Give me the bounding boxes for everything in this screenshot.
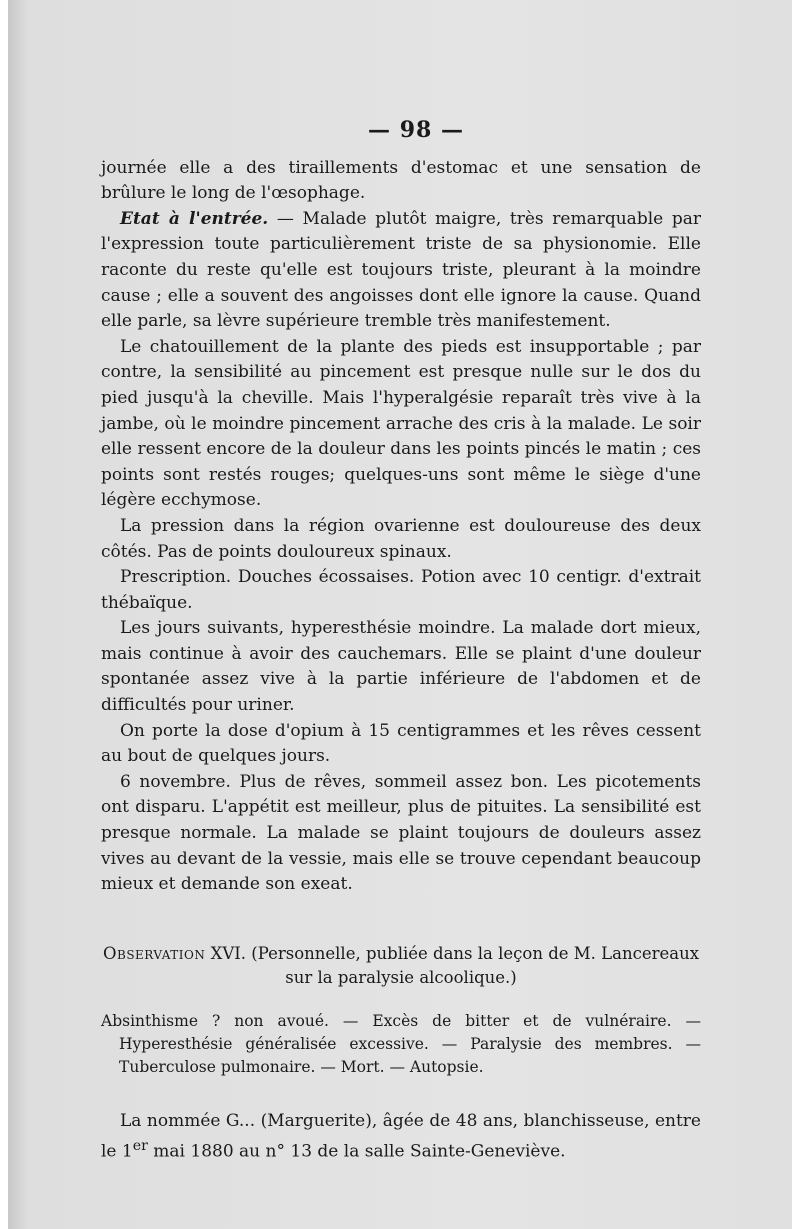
paragraph-7: On porte la dose d'opium à 15 centigrammes et les rêves cessent au bout de quelques jours. bbox=[101, 720, 701, 767]
case-summary: Absinthisme ? non avoué. — Excès de bitter et de vulnéraire. — Hyperesthésie généralisée excessive. — Paralysie des membres. — Tuberculose pulmonaire. — Mort. — Autopsie. bbox=[101, 1011, 701, 1076]
page-text bbox=[101, 118, 701, 1166]
paragraph-2-heading: Etat à l'entrée. bbox=[120, 208, 269, 229]
observation-heading bbox=[101, 942, 701, 990]
paragraph-2-body: — Malade plutôt maigre, très remarquable par l'expression toute particulièrement triste de sa physionomie. Elle raconte du reste qu'elle est toujours triste, pleurant à la moindre cause ; elle a souvent des angoisses dont elle ignore la cause. Quand elle parle, sa lèvre supérieure tremble très manifestement. bbox=[101, 208, 701, 332]
observation-label: Observation bbox=[102, 943, 206, 963]
case-intro-a: La nommée G... (Marguerite), âgée de 48 ans, blanchisseuse, entre le 1 bbox=[101, 1110, 701, 1163]
case-intro-superscript: er bbox=[132, 1138, 148, 1155]
paragraph-8: 6 novembre. Plus de rêves, sommeil assez bon. Les picotements ont disparu. L'appétit est meilleur, plus de pituites. La sensibilité est presque normale. La malade se plaint toujours de douleurs assez vives au devant de la vessie, mais elle se trouve cependant beaucoup mieux et demande son exeat. bbox=[101, 771, 701, 895]
paragraph-4: La pression dans la région ovarienne est douloureuse des deux côtés. Pas de points douloureux spinaux. bbox=[101, 515, 701, 562]
paragraph-1: journée elle a des tiraillements d'estomac et une sensation de brûlure le long de l'œsophage. bbox=[101, 157, 701, 204]
paragraph-5: Prescription. Douches écossaises. Potion avec 10 centigr. d'extrait thébaïque. bbox=[101, 567, 701, 613]
book-page bbox=[8, 0, 792, 1229]
observation-title: XVI. (Personnelle, publiée dans la leçon de M. Lancereaux sur la paralysie alcoolique.) bbox=[205, 943, 700, 987]
paragraph-2 bbox=[101, 207, 701, 335]
paragraph-6: Les jours suivants, hyperesthésie moindre. La malade dort mieux, mais continue à avoir des cauchemars. Elle se plaint d'une douleur spontanée assez vive à la partie inférieure de l'abdomen et de difficultés pour uriner. bbox=[101, 618, 701, 716]
case-intro-b: mai 1880 au n° 13 de la salle Sainte-Geneviève. bbox=[147, 1142, 566, 1163]
page-number: — 98 — bbox=[368, 117, 464, 143]
paragraph-3: Le chatouillement de la plante des pieds est insupportable ; par contre, la sensibilité au pincement est presque nulle sur le dos du pied jusqu'à la cheville. Mais l'hyperalgésie reparaît très vive à la jambe, où le moindre pincement arrache des cris à la malade. Le soir elle ressent encore de la douleur dans les points pincés le matin ; ces points sont restés rouges; quelques-uns sont même le siège d'une légère ecchymose. bbox=[101, 336, 701, 511]
paragraph-case-intro bbox=[101, 1109, 701, 1166]
